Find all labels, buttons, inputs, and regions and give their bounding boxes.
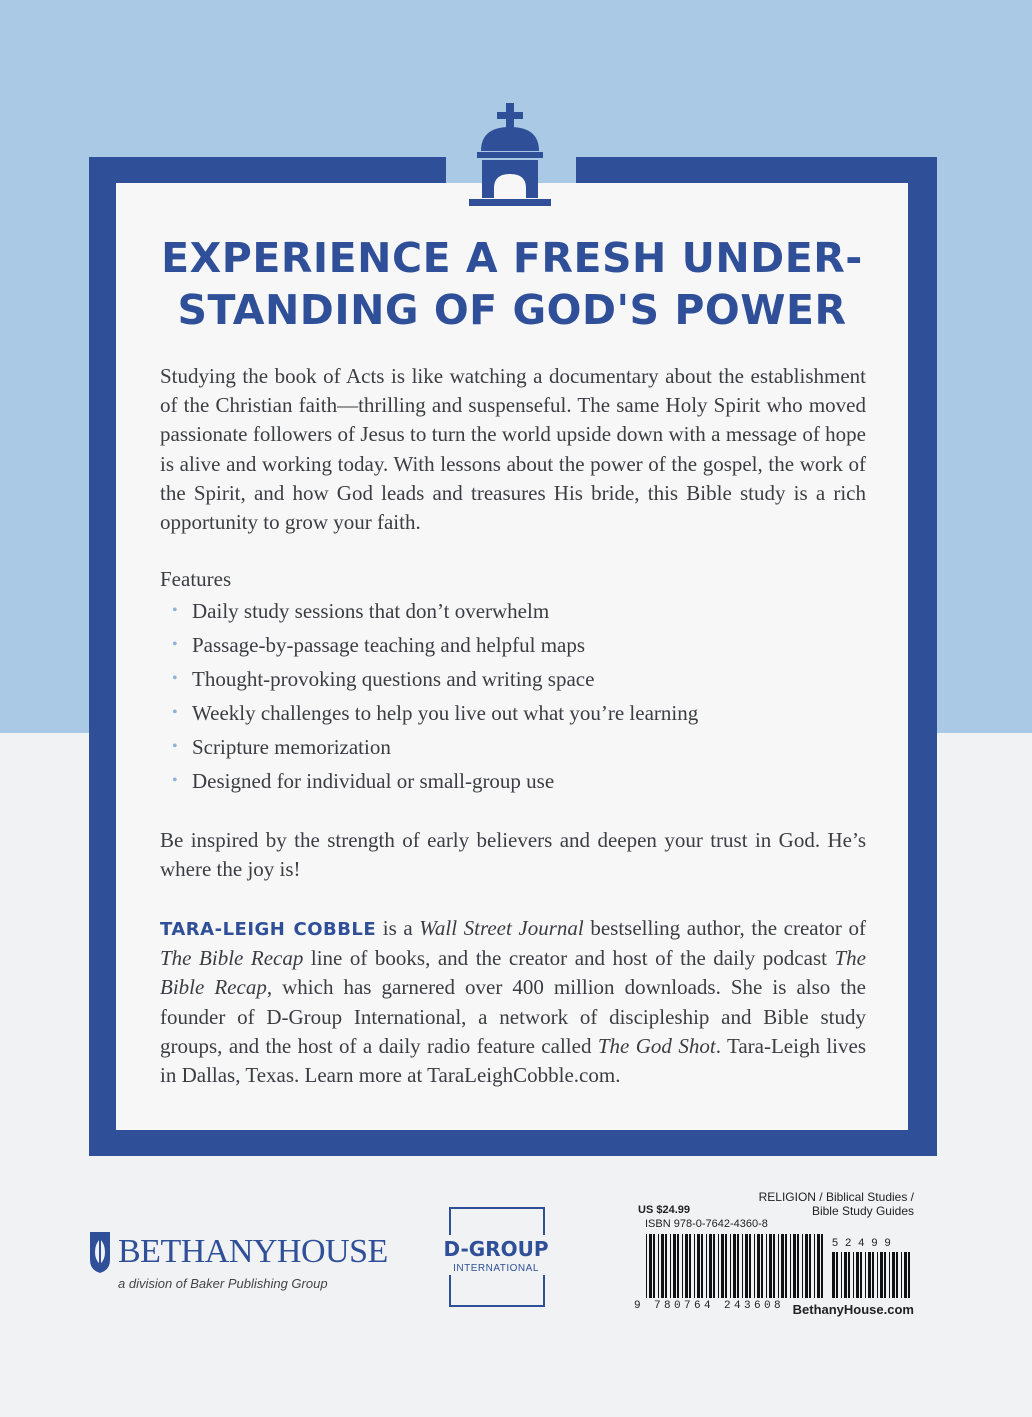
publisher-logo — [88, 1230, 388, 1291]
bullet-icon: • — [172, 636, 178, 653]
chapel-icon — [469, 103, 551, 207]
dgroup-subtitle: INTERNATIONAL — [453, 1263, 539, 1274]
addon-digits: 52499 — [832, 1237, 898, 1249]
bullet-icon: • — [172, 772, 178, 789]
shield-icon — [88, 1230, 112, 1274]
dgroup-logo — [440, 1207, 552, 1307]
list-item: • Scripture memorization — [172, 730, 698, 764]
dgroup-title: D-GROUP — [443, 1237, 549, 1261]
list-item: • Daily study sessions that don’t overwhelm — [172, 594, 698, 628]
category-label: RELIGION / Biblical Studies / Bible Study Guides — [758, 1190, 914, 1218]
ean-digits: 9 780764 243608 — [634, 1300, 785, 1312]
intro-paragraph: Studying the book of Acts is like watching a documentary about the establishment of the Christian faith—thrilling and suspenseful. The same Holy Spirit who moved passionate followers of Jesus to turn the world upside down with a message of hope is alive and working today. With lessons about the power of the gospel, the work of the Spirit, and how God leads and treasures His bride, this Bible study is a rich opportunity to grow your faith. — [160, 364, 866, 535]
barcode-image — [646, 1234, 826, 1298]
list-item: • Designed for individual or small-group use — [172, 764, 698, 798]
list-item: • Weekly challenges to help you live out what you’re learning — [172, 696, 698, 730]
addon-barcode-image — [832, 1252, 914, 1298]
bullet-icon: • — [172, 704, 178, 721]
isbn-label: ISBN 978-0-7642-4360-8 — [645, 1218, 768, 1230]
features-list — [172, 594, 698, 798]
bullet-icon: • — [172, 738, 178, 755]
barcode-block — [632, 1188, 922, 1323]
author-name: TARA-LEIGH COBBLE — [160, 919, 377, 940]
headline — [116, 232, 908, 336]
bullet-icon: • — [172, 602, 178, 619]
publisher-name: BETHANYHOUSE — [118, 1233, 388, 1270]
headline-line-2: STANDING OF GOD'S POWER — [177, 286, 847, 334]
headline-line-1: EXPERIENCE A FRESH UNDER- — [161, 234, 863, 282]
website-label: BethanyHouse.com — [792, 1302, 914, 1317]
list-item: • Thought-provoking questions and writing space — [172, 662, 698, 696]
bullet-icon: • — [172, 670, 178, 687]
list-item: • Passage-by-passage teaching and helpful maps — [172, 628, 698, 662]
price-label: US $24.99 — [638, 1204, 690, 1216]
author-bio: TARA-LEIGH COBBLE is a Wall Street Journal bestselling author, the creator of The Bible Recap line of books, and the creator and host of the daily podcast The Bible Recap, which has garnered over 400 million downloads. She is also the founder of D-Group International, a network of discipleship and Bible study groups, and the host of a daily radio feature called The God Shot. Tara-Leigh lives in Dallas, Texas. Learn more at TaraLeighCobble.com. — [160, 916, 867, 1088]
features-heading: Features — [160, 567, 232, 591]
publisher-subtitle: a division of Baker Publishing Group — [118, 1276, 328, 1291]
closing-paragraph: Be inspired by the strength of early believers and deepen your trust in God. He’s where the joy is! — [160, 828, 866, 882]
